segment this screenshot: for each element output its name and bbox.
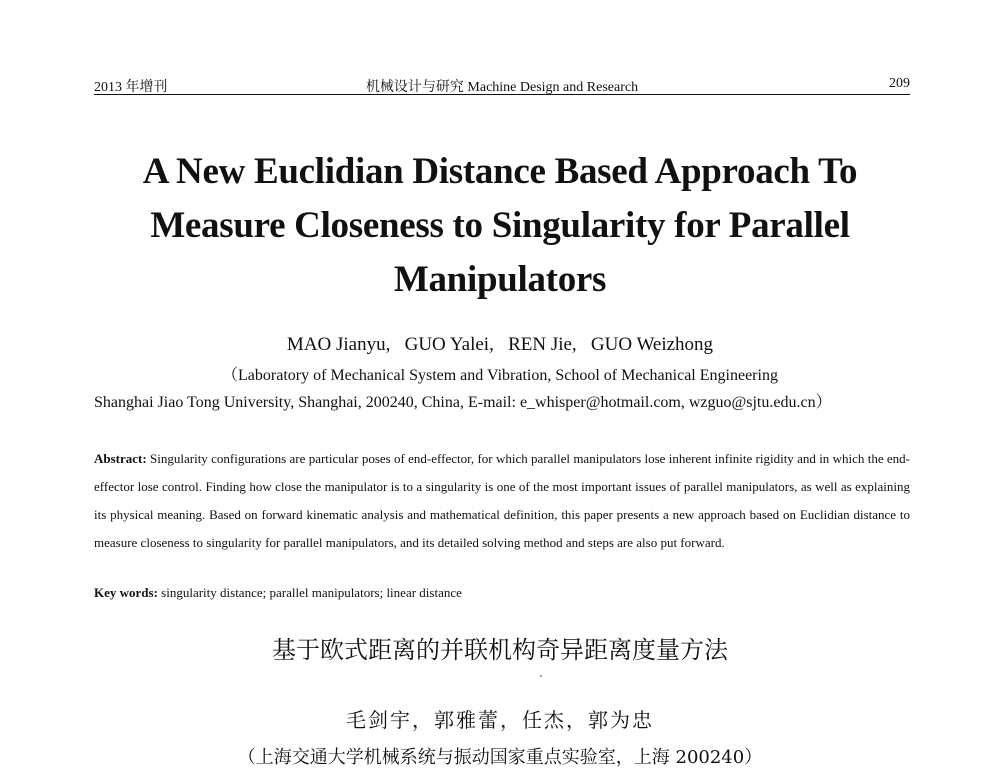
title-line-2: Measure Closeness to Singularity for Parallel [150,205,850,246]
affiliation-line-2: Shanghai Jiao Tong University, Shanghai, 200240, China, E-mail: e_whisper@hotmail.com, wzguo@sjtu.edu.cn） [94,394,832,411]
keywords [94,585,462,601]
journal-name: 机械设计与研究 Machine Design and Research [365,80,639,95]
title-line-1: A New Euclidian Distance Based Approach To [142,151,858,192]
author-list: MAO Jianyu, GUO Yalei, REN Jie, GUO Weizhong [286,334,714,355]
keywords-text: singularity distance; parallel manipulators; linear distance [161,585,462,600]
abstract-text: Singularity configurations are particular poses of end-effector, for which parallel manipulators lose inherent infinite rigidity and in which the end-effector lose control. Finding how close the manipulator is to a singularity is one of the most important issues of parallel manipulators, as well as explaining its physical meaning. Based on forward kinematic analysis and mathematical definition, this paper presents a new approach based on Euclidian distance to measure closeness to singularity for parallel manipulators, and its detailed solving method and steps are also put forward. [94,451,910,550]
abstract-label: Abstract: [94,451,147,466]
scan-speck [540,675,542,677]
title-line-3: Manipulators [393,259,607,300]
paper-title [60,145,940,307]
running-header [94,74,910,95]
abstract [94,445,910,557]
affiliation-line-1: （Laboratory of Mechanical System and Vibration, School of Mechanical Engineering [222,367,778,384]
chinese-affiliation: （上海交通大学机械系统与振动国家重点实验室，上海 200240） [237,747,763,768]
page-number: 209 [889,76,910,91]
journal-issue: 2013 年增刊 [94,80,168,95]
keywords-label: Key words: [94,585,158,600]
chinese-authors: 毛剑宇，郭雅蕾，任杰，郭为忠 [346,708,654,732]
chinese-title: 基于欧式距离的并联机构奇异距离度量方法 [272,636,728,664]
